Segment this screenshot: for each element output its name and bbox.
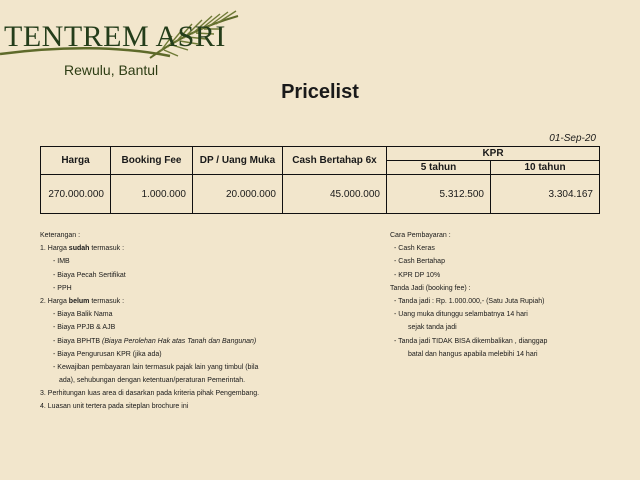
header-kpr: KPR: [387, 147, 600, 161]
tanda-jadi-heading: Tanda Jadi (booking fee) :: [390, 284, 471, 292]
header-kpr-5-tahun: 5 tahun: [387, 161, 491, 175]
cell-harga: 270.000.000: [41, 175, 111, 214]
pembayaran-section: [390, 229, 547, 361]
header-dp: DP / Uang Muka: [193, 147, 283, 175]
cell-booking-fee: 1.000.000: [111, 175, 193, 214]
note-item-2-sub-cont: ada), sehubungan dengan ketentuan/peraturan Pemerintah.: [59, 377, 246, 385]
table-row: [41, 175, 600, 214]
pembayaran-item: - KPR DP 10%: [394, 271, 441, 279]
tanda-jadi-item: - Uang muka ditunggu selambatnya 14 hari: [394, 311, 528, 319]
tanda-jadi-item-cont: sejak tanda jadi: [408, 324, 457, 332]
page-title: Pricelist: [281, 81, 359, 103]
note-item-2-sub: - Biaya Balik Nama: [53, 311, 113, 319]
note-item-1-sub: - PPH: [53, 284, 72, 292]
tanda-jadi-item-cont: batal dan hangus apabila melebihi 14 hari: [408, 350, 538, 358]
note-item-2: 2. Harga belum termasuk :: [40, 297, 125, 305]
note-item-4: 4. Luasan unit tertera pada siteplan brochure ini: [40, 403, 189, 411]
keterangan-heading: Keterangan :: [40, 232, 81, 239]
price-table: [40, 146, 600, 214]
header-harga: Harga: [41, 147, 111, 175]
cell-kpr-5-tahun: 5.312.500: [387, 175, 491, 214]
note-item-1-sub: - IMB: [53, 258, 70, 266]
keterangan-section: [40, 229, 259, 414]
pembayaran-item: - Cash Bertahap: [394, 258, 445, 266]
cell-dp: 20.000.000: [193, 175, 283, 214]
header-booking-fee: Booking Fee: [111, 147, 193, 175]
brand-location: Rewulu, Bantul: [64, 62, 159, 78]
cell-cash-bertahap: 45.000.000: [283, 175, 387, 214]
note-item-1-sub: - Biaya Pecah Sertifikat: [53, 271, 126, 279]
note-item-3: 3. Perhitungan luas area di dasarkan pada kriteria pihak Pengembang.: [40, 390, 260, 398]
brand-name: TENTREM ASRI: [4, 20, 226, 53]
cell-kpr-10-tahun: 3.304.167: [491, 175, 600, 214]
pembayaran-heading: Cara Pembayaran :: [390, 232, 451, 239]
note-item-2-sub: - Biaya Pengurusan KPR (jika ada): [53, 350, 162, 358]
price-date: 01-Sep-20: [549, 133, 596, 144]
note-item-2-sub: - Biaya PPJB & AJB: [53, 324, 116, 332]
note-item-1: 1. Harga sudah termasuk :: [40, 245, 125, 253]
header-kpr-10-tahun: 10 tahun: [491, 161, 600, 175]
note-item-2-sub: - Kewajiban pembayaran lain termasuk pajak lain yang timbul (bila: [53, 363, 259, 371]
tanda-jadi-item: - Tanda jadi : Rp. 1.000.000,- (Satu Juta Rupiah): [394, 297, 545, 305]
note-item-2-sub: - Biaya BPHTB (Biaya Perolehan Hak atas Tanah dan Bangunan): [53, 337, 257, 345]
pembayaran-item: - Cash Keras: [394, 245, 435, 253]
brand-logo: [0, 6, 250, 86]
tanda-jadi-item: - Tanda jadi TIDAK BISA dikembalikan , dianggap: [394, 337, 548, 345]
header-cash-bertahap: Cash Bertahap 6x: [283, 147, 387, 175]
